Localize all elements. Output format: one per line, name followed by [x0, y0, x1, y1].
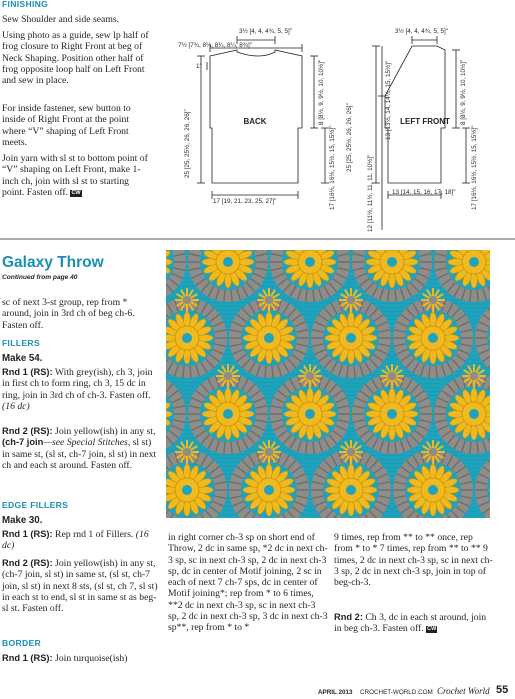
- flower-hole: [469, 409, 479, 419]
- fillers-make: Make 54.: [2, 353, 43, 364]
- finishing-para-2: Using photo as a guide, sew lp half of frog closure to Right Front at beg of Neck Shaping. Position other half of frog opposite loop half on Left Front and sew in place.: [2, 30, 149, 87]
- filler-center: [306, 372, 314, 380]
- flower-hole: [428, 485, 438, 495]
- finishing-para-4: Join yarn with sl st to bottom point of “V” shaping on Left Front, make 1-inch ch, join with sl st to starting point. Fasten off. CW: [2, 153, 148, 198]
- back-bottom-width-label: 17 [19, 21, 23, 25, 27]": [213, 198, 277, 205]
- finishing-para-1: Sew Shoulder and side seams.: [2, 14, 120, 25]
- flower-hole: [223, 257, 233, 267]
- edge-fillers-heading: EDGE FILLERS: [2, 500, 69, 510]
- filler-center: [429, 296, 437, 304]
- flower-hole: [387, 257, 397, 267]
- back-side-label: 17 [16½, 16½, 15½, 15, 15½]": [329, 125, 336, 210]
- front-neck-depth-label: 13 [13½, 14, 14½, 15, 15½]": [385, 60, 392, 140]
- flower-hole: [346, 333, 356, 343]
- border-rnd1-continued: in right corner ch-3 sp on short end of Throw, 2 dc in same sp, *2 dc in next ch-3 sp, sc in next ch-3 sp, 2 dc in next ch-3 sp, dc in center of Motif joining, 2 sc in each of next 7 ch-7 sps, dc in center of Motif joining*; rep from * to 6 times, **2 dc in next ch-3 sp, sc in next ch-3 sp, 2 dc in next ch-3 sp, 3 dc in next ch-3 sp**, rep from * to *: [168, 532, 328, 634]
- flower-hole: [223, 409, 233, 419]
- filler-center: [347, 296, 355, 304]
- footer-date: APRIL 2013: [318, 689, 353, 696]
- finishing-heading: FINISHING: [2, 0, 49, 9]
- front-armhole-label: 8 [8½, 9, 9½, 10, 10½]": [460, 59, 467, 125]
- fillers-rnd1: Rnd 1 (RS): With grey(ish), ch 3, join in first ch to form ring, ch 3, 15 dc in ring, join in 3rd ch of ch-3. Fasten off. (16 dc): [2, 367, 153, 412]
- back-armhole-label: 8 [8½, 9, 9½, 10, 10½]": [318, 59, 325, 125]
- border-rnd2: Rnd 2: Ch 3, dc in each st around, join in beg ch-3. Fasten off. CW: [334, 612, 487, 635]
- front-lower-length-label: 12 [11½, 11½, 11, 11, 10½]": [367, 154, 374, 232]
- edge-rnd1: Rnd 1 (RS): Rep rnd 1 of Fillers. (16 dc): [2, 529, 149, 552]
- back-shoulder-drop-label: 1": [196, 63, 202, 70]
- front-top-width-label: 3½ [4, 4, 4¾, 5, 5]": [395, 28, 448, 35]
- throw-photo: [166, 250, 490, 518]
- front-piece-name: LEFT FRONT: [400, 117, 450, 126]
- flower-hole: [182, 333, 192, 343]
- flower-hole: [428, 333, 438, 343]
- filler-center: [347, 448, 355, 456]
- footer-site: CROCHET-WORLD.COM: [360, 689, 433, 696]
- flower-hole: [305, 257, 315, 267]
- fillers-rnd2: Rnd 2 (RS): Join yellow(ish) in any st, (ch-7 join—see Special Stitches, sl st) in same st, (sl st, ch-7 join, sl st) in next ch and each st around. Fasten off.: [2, 426, 157, 471]
- flower-hole: [346, 485, 356, 495]
- border-heading: BORDER: [2, 638, 42, 648]
- border-rnd1-end: 9 times, rep from ** to ** once, rep from * to * 7 times, rep from ** to ** 9 times, 2 dc in next ch-3 sp, sc in next ch-3 sp, 2 dc in next ch-3 sp, join in top of beg-ch-3.: [334, 532, 493, 589]
- flower-hole: [264, 485, 274, 495]
- filler-center: [429, 448, 437, 456]
- filler-center: [265, 448, 273, 456]
- galaxy-title: Galaxy Throw: [2, 254, 104, 271]
- continued-note: Continued from page 40: [2, 274, 78, 281]
- filler-center: [183, 296, 191, 304]
- filler-center: [388, 372, 396, 380]
- front-side-label: 17 [16½, 16½, 15½, 15, 15½]": [471, 125, 478, 210]
- edge-fillers-make: Make 30.: [2, 515, 43, 526]
- flower-hole: [264, 333, 274, 343]
- finishing-para-3: For inside fastener, sew button to inside of Right Front at the point where “V” shaping of Left Front meets.: [2, 103, 131, 148]
- front-length-label: 25 [25, 25½, 26, 26, 26]": [346, 103, 353, 172]
- flower-hole: [387, 409, 397, 419]
- footer-magazine: Crochet World: [437, 686, 490, 696]
- filler-center: [183, 448, 191, 456]
- edge-rnd2: Rnd 2 (RS): Join yellow(ish) in any st, (ch-7 join, sl st) in same st, (sl st, ch-7 join, sl st) in next 8 sts, (sl st, ch 7, sl st) in each st to end, sl st in same st as beg-sl st. Fasten off.: [2, 558, 158, 615]
- fillers-heading: FILLERS: [2, 338, 40, 348]
- end-mark: CW: [427, 626, 437, 633]
- flower-hole: [305, 409, 315, 419]
- back-piece-name: BACK: [243, 117, 267, 126]
- filler-center: [265, 296, 273, 304]
- end-mark: CW: [71, 189, 81, 196]
- front-bottom-width-label: 13 [14, 15, 16, 17, 18]": [392, 189, 456, 196]
- filler-center: [470, 372, 478, 380]
- filler-center: [224, 372, 232, 380]
- back-length-label: 25 [25, 25½, 26, 26, 26]": [184, 109, 191, 178]
- flower-hole: [469, 257, 479, 267]
- back-top-width-label: 3½ [4, 4, 4¾, 5, 5]": [239, 28, 292, 35]
- page-number: 55: [496, 684, 509, 696]
- flower-hole: [182, 485, 192, 495]
- galaxy-intro: sc of next 3-st group, rep from * around, join in 3rd ch of beg ch-6. Fasten off.: [2, 297, 135, 331]
- border-rnd1: Rnd 1 (RS): Join turquoise(ish): [2, 653, 128, 664]
- back-neck-width-label: 7½ [7¾, 8¼, 8¼, 8¼, 8¾]": [178, 42, 253, 49]
